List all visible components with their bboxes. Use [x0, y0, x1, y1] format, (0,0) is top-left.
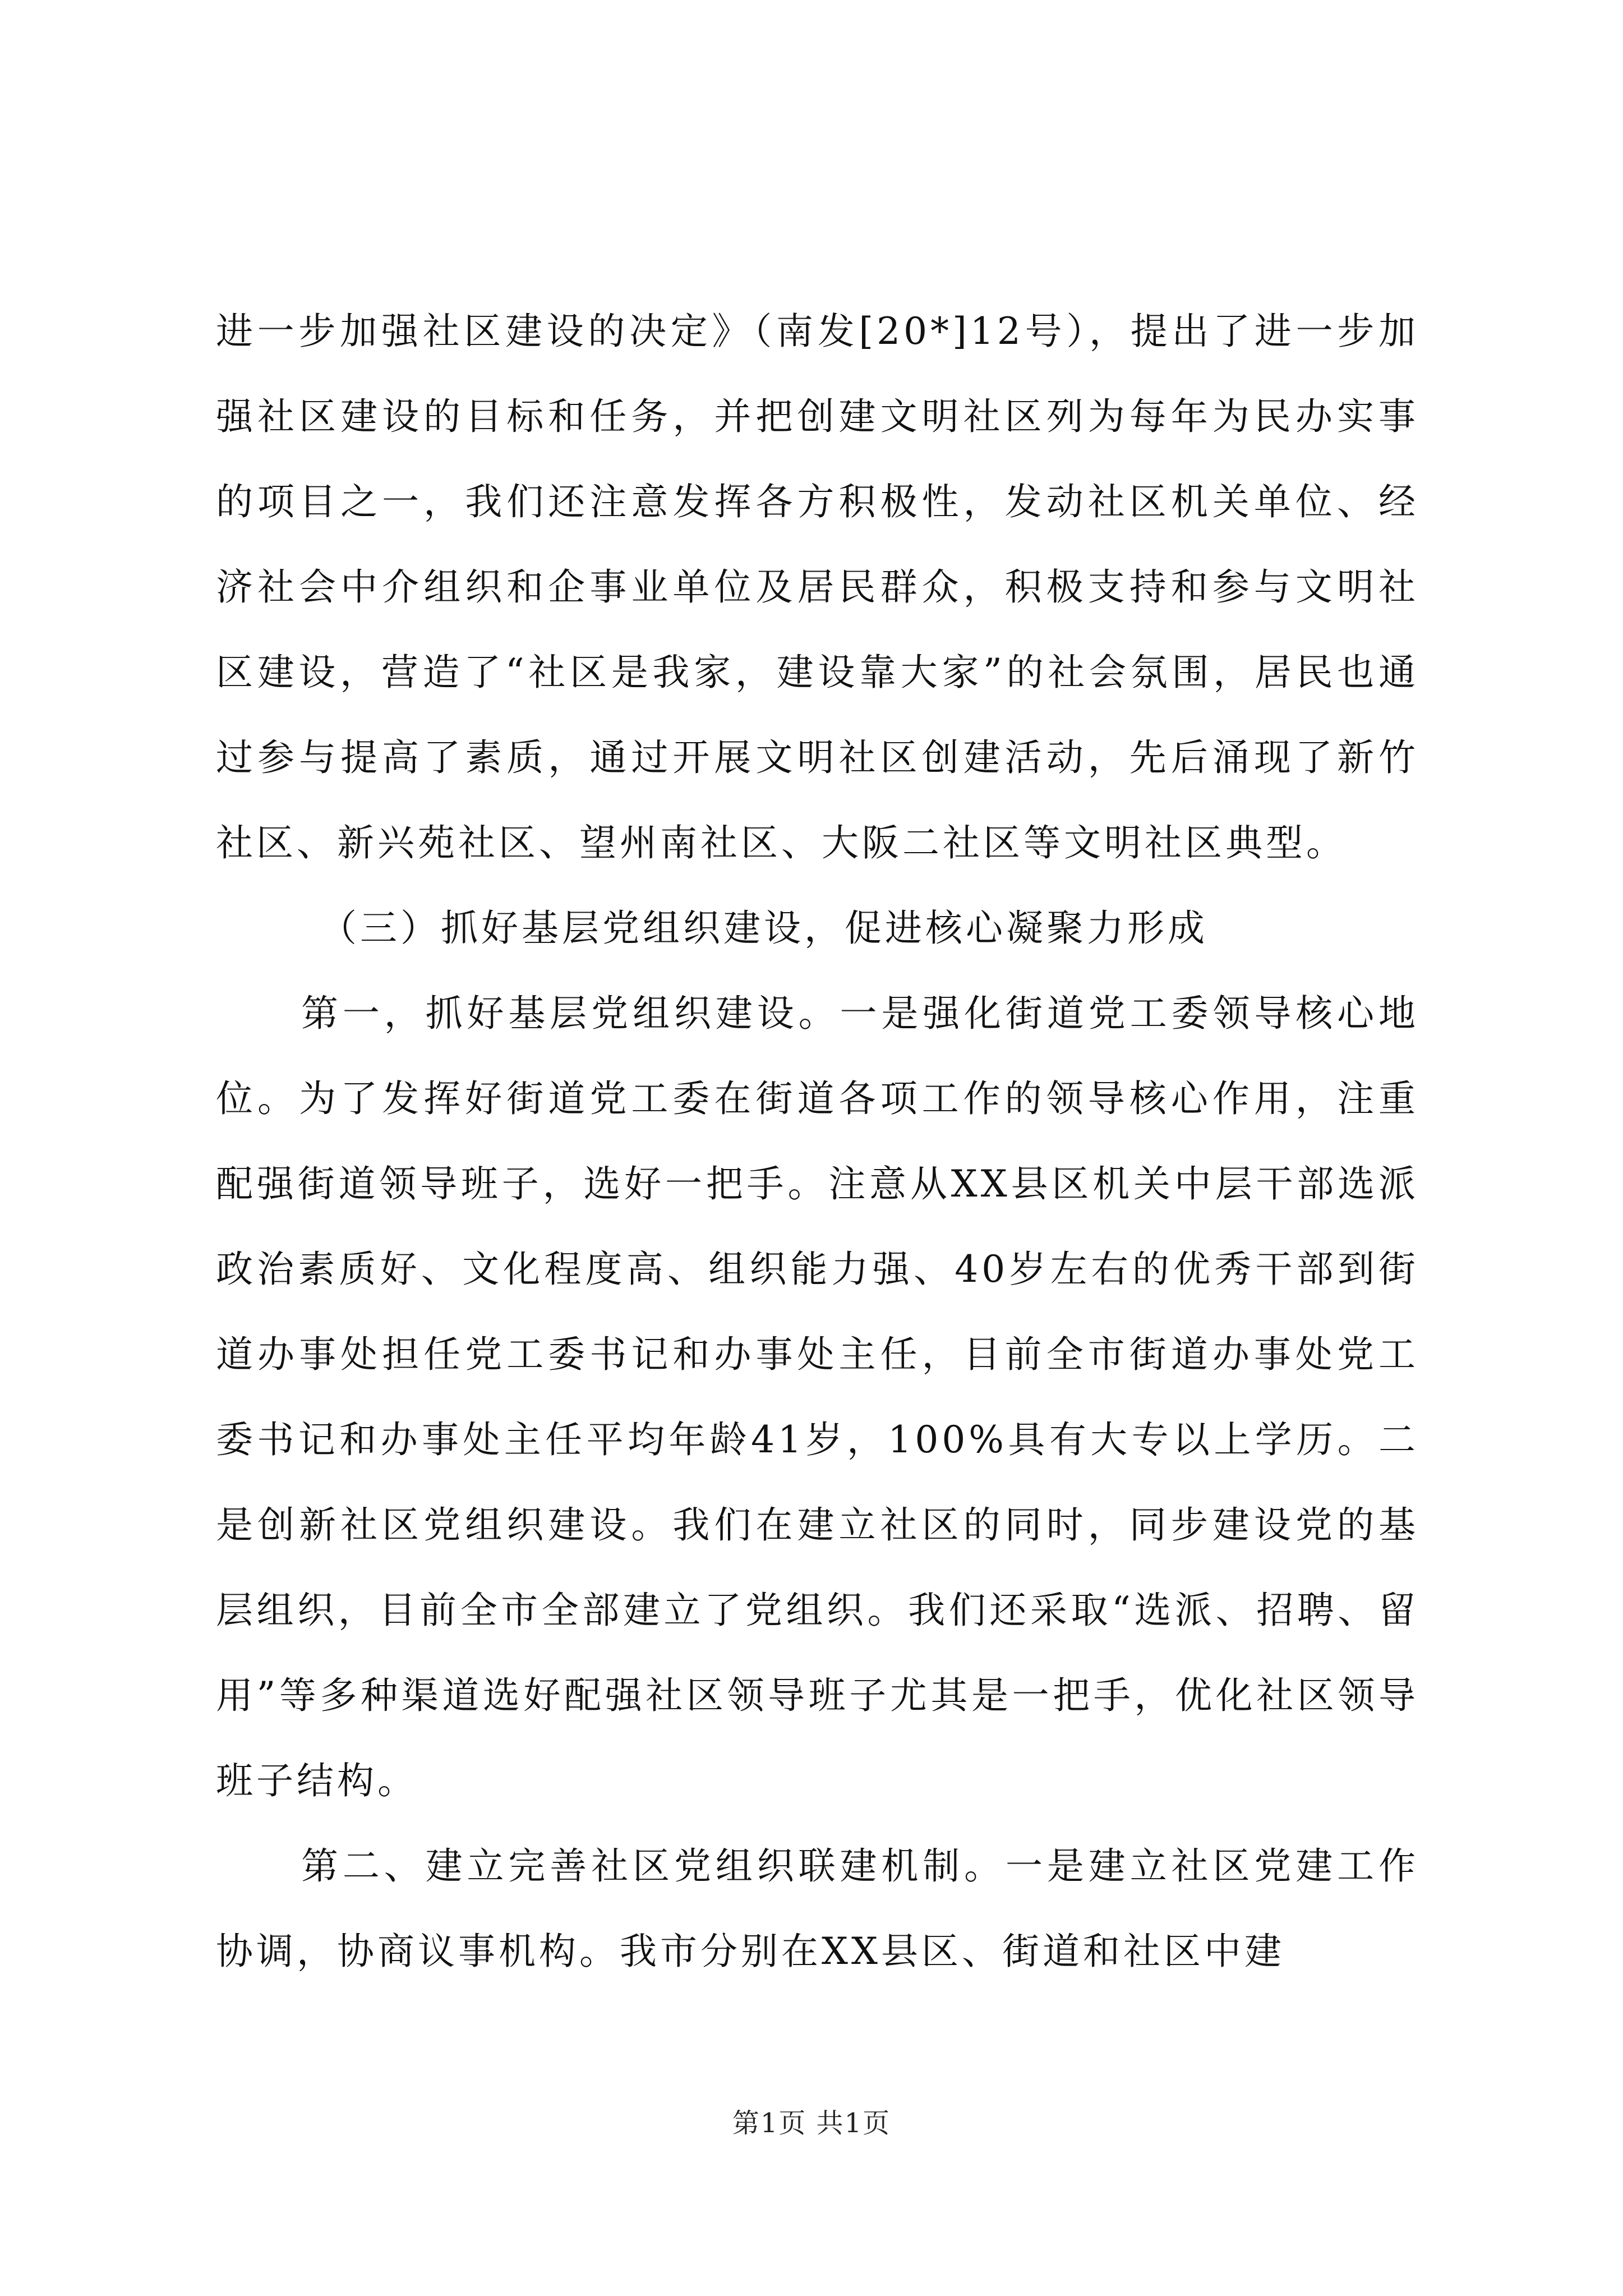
paragraph-first: 第一，抓好基层党组织建设。一是强化街道党工委领导核心地位。为了发挥好街道党工委在街道各项工作的领导核心作用，注重配强街道领导班子，选好一把手。注意从XX县区机关中层干部选派政治素质好、文化程度高、组织能力强、40岁左右的优秀干部到街道办事处担任党工委书记和办事处主任，目前全市街道办事处党工委书记和办事处主任平均年龄41岁，100%具有大专以上学历。二是创新社区党组织建设。我们在建立社区的同时，同步建设党的基层组织，目前全市全部建立了党组织。我们还采取“选派、招聘、留用”等多种渠道选好配强社区领导班子尤其是一把手，优化社区领导班子结构。 [216, 992, 1419, 1802]
section-heading: （三）抓好基层党组织建设，促进核心凝聚力形成 [320, 907, 1208, 950]
document-body [216, 289, 1419, 1994]
page-footer: 第1页 共1页 [732, 2108, 891, 2139]
paragraph-continuation: 进一步加强社区建设的决定》（南发[20*]12号），提出了进一步加强社区建设的目标和任务，并把创建文明社区列为每年为民办实事的项目之一，我们还注意发挥各方积极性，发动社区机关单位、经济社会中介组织和企事业单位及居民群众，积极支持和参与文明社区建设，营造了“社区是我家，建设靠大家”的社会氛围，居民也通过参与提高了素质，通过开展文明社区创建活动，先后涌现了新竹社区、新兴苑社区、望州南社区、大阪二社区等文明社区典型。 [216, 310, 1419, 864]
paragraph-second: 第二、建立完善社区党组织联建机制。一是建立社区党建工作协调，协商议事机构。我市分别在XX县区、街道和社区中建 [216, 1844, 1419, 1973]
